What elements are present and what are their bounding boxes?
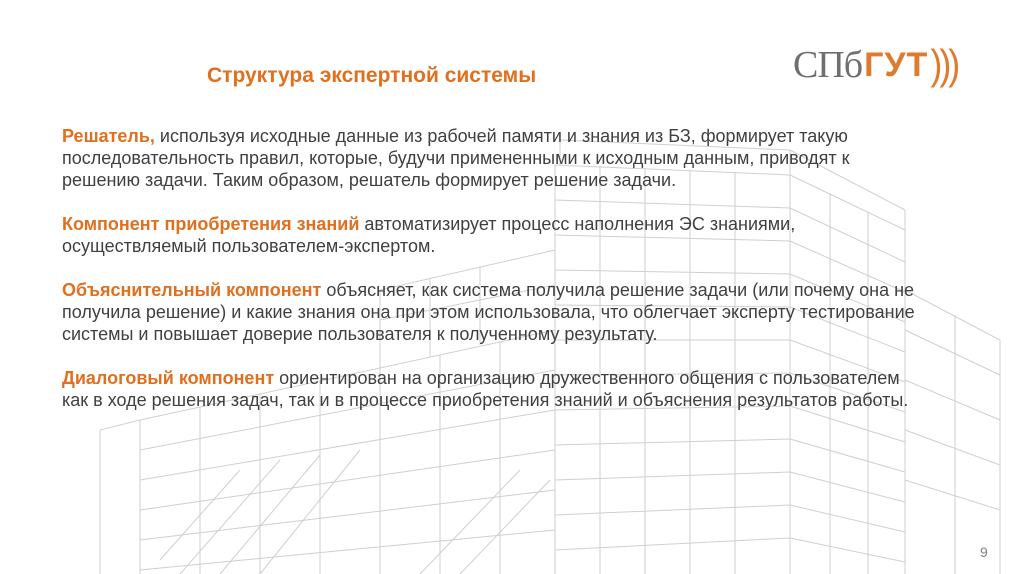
term-solver: Решатель, [62, 126, 155, 146]
logo-waves-icon: ))) [930, 40, 958, 88]
paragraph-knowledge-acquisition [62, 213, 922, 257]
term-explanation: Объяснительный компонент [62, 280, 322, 300]
paragraph-dialog [62, 367, 922, 411]
slide-title: Структура экспертной системы [207, 64, 537, 87]
page-number: 9 [980, 544, 988, 560]
text-dialog: ориентирован на организацию дружественного общения с пользователем как в ходе решения задач, так и в процессе приобретения знаний и объяснения результатов работы. [62, 368, 909, 410]
logo-gut-text: ГУТ [864, 45, 929, 84]
text-solver: используя исходные данные из рабочей памяти и знания из БЗ, формирует такую последовательность правил, которые, будучи примененными к исходным данным, приводят к решению задачи. Таким образом, решатель формирует решение задачи. [62, 126, 850, 190]
paragraph-explanation [62, 279, 922, 345]
term-knowledge-acquisition: Компонент приобретения знаний [62, 214, 360, 234]
text-explanation: объясняет, как система получила решение задачи (или почему она не получила решение) и какие знания она при этом использовала, что облегчает эксперту тестирование системы и повышает доверие пользователя к полученному результату. [62, 280, 915, 344]
spbgut-logo [793, 40, 957, 90]
term-dialog: Диалоговый компонент [62, 368, 275, 388]
slide-content [62, 125, 922, 433]
text-knowledge-acquisition: автоматизирует процесс наполнения ЭС знаниями, осуществляемый пользователем-экспертом. [62, 214, 796, 256]
paragraph-solver [62, 125, 922, 191]
logo-spb-text: СПб [793, 44, 863, 86]
